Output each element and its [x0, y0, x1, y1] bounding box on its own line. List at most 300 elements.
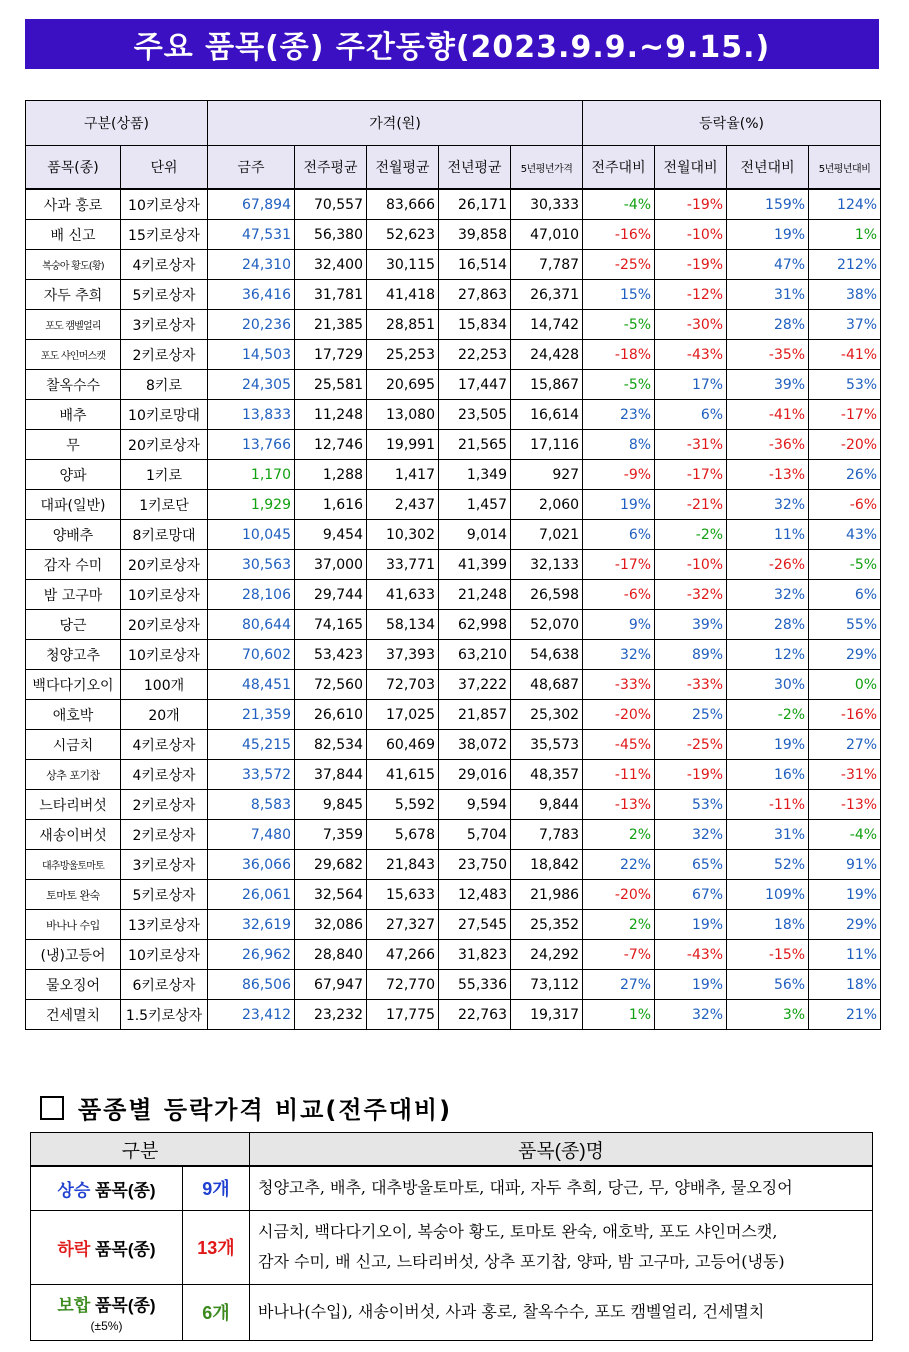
change-cell: -36%	[727, 430, 809, 460]
change-cell: 39%	[727, 370, 809, 400]
change-cell: 65%	[655, 850, 727, 880]
price-cell: 19,991	[367, 430, 439, 460]
change-cell: 159%	[727, 189, 809, 220]
change-cell: 10,045	[208, 520, 295, 550]
item-name: 토마토 완숙	[26, 880, 121, 910]
change-cell: 9%	[583, 610, 655, 640]
col-header: 전주평균	[295, 146, 367, 190]
change-cell: -10%	[655, 550, 727, 580]
item-unit: 20개	[121, 700, 208, 730]
change-cell: 13,766	[208, 430, 295, 460]
change-cell: 11%	[727, 520, 809, 550]
table-row	[26, 790, 881, 820]
change-cell: 36,416	[208, 280, 295, 310]
price-cell: 60,469	[367, 730, 439, 760]
change-cell: 15%	[583, 280, 655, 310]
change-cell: -33%	[583, 670, 655, 700]
item-name: 감자 수미	[26, 550, 121, 580]
change-cell: -11%	[583, 760, 655, 790]
price-cell: 19,317	[511, 1000, 583, 1030]
price-cell: 21,986	[511, 880, 583, 910]
table-row	[26, 700, 881, 730]
change-cell: 20,236	[208, 310, 295, 340]
change-cell: -11%	[727, 790, 809, 820]
price-cell: 32,133	[511, 550, 583, 580]
change-cell: -4%	[583, 189, 655, 220]
item-unit: 3키로상자	[121, 310, 208, 340]
price-cell: 29,744	[295, 580, 367, 610]
item-unit: 5키로상자	[121, 280, 208, 310]
item-unit: 10키로상자	[121, 940, 208, 970]
item-unit: 8키로망대	[121, 520, 208, 550]
price-cell: 22,253	[439, 340, 511, 370]
price-cell: 54,638	[511, 640, 583, 670]
table-row	[26, 310, 881, 340]
item-name: 배 신고	[26, 220, 121, 250]
col-header: 5년평년가격	[511, 146, 583, 190]
item-name: 상추 포기찹	[26, 760, 121, 790]
change-cell: -7%	[583, 940, 655, 970]
col-header: 품목(종)	[26, 146, 121, 190]
change-cell: 23,412	[208, 1000, 295, 1030]
table-row	[26, 550, 881, 580]
change-cell: -20%	[809, 430, 881, 460]
cmp-label: 상승 품목(종)	[31, 1166, 183, 1210]
change-cell: 27%	[809, 730, 881, 760]
col-header: 전월대비	[655, 146, 727, 190]
cmp-header-items: 품목(종)명	[250, 1133, 873, 1167]
price-cell: 9,594	[439, 790, 511, 820]
price-cell: 13,080	[367, 400, 439, 430]
price-cell: 17,025	[367, 700, 439, 730]
table-row	[26, 610, 881, 640]
table-row	[26, 189, 881, 220]
price-cell: 2,437	[367, 490, 439, 520]
price-cell: 5,704	[439, 820, 511, 850]
price-cell: 27,545	[439, 910, 511, 940]
table-row	[26, 460, 881, 490]
price-cell: 23,750	[439, 850, 511, 880]
change-cell: 67,894	[208, 189, 295, 220]
price-cell: 38,072	[439, 730, 511, 760]
item-name: 자두 추희	[26, 280, 121, 310]
col-header: 5년평년대비	[809, 146, 881, 190]
item-unit: 1.5키로상자	[121, 1000, 208, 1030]
change-cell: 55%	[809, 610, 881, 640]
item-name: 바나나 수입	[26, 910, 121, 940]
price-cell: 7,021	[511, 520, 583, 550]
price-cell: 5,592	[367, 790, 439, 820]
item-unit: 2키로상자	[121, 340, 208, 370]
item-unit: 15키로상자	[121, 220, 208, 250]
item-name: 양파	[26, 460, 121, 490]
change-cell: -25%	[583, 250, 655, 280]
change-cell: -31%	[655, 430, 727, 460]
change-cell: -35%	[727, 340, 809, 370]
price-cell: 72,770	[367, 970, 439, 1000]
change-cell: -20%	[583, 880, 655, 910]
change-cell: -16%	[809, 700, 881, 730]
item-name: 청양고추	[26, 640, 121, 670]
item-name: 찰옥수수	[26, 370, 121, 400]
price-cell: 67,947	[295, 970, 367, 1000]
cmp-row-up	[31, 1166, 873, 1210]
change-cell: -41%	[727, 400, 809, 430]
item-name: 대파(일반)	[26, 490, 121, 520]
price-cell: 1,457	[439, 490, 511, 520]
price-cell: 9,014	[439, 520, 511, 550]
change-cell: 52%	[727, 850, 809, 880]
item-unit: 20키로상자	[121, 610, 208, 640]
change-cell: 29%	[809, 910, 881, 940]
change-cell: 212%	[809, 250, 881, 280]
price-cell: 927	[511, 460, 583, 490]
col-header: 금주	[208, 146, 295, 190]
price-cell: 58,134	[367, 610, 439, 640]
item-unit: 10키로상자	[121, 189, 208, 220]
price-cell: 62,998	[439, 610, 511, 640]
price-cell: 41,633	[367, 580, 439, 610]
price-cell: 12,746	[295, 430, 367, 460]
change-cell: -19%	[655, 189, 727, 220]
change-cell: -43%	[655, 940, 727, 970]
cmp-count: 9개	[183, 1166, 250, 1210]
change-cell: 19%	[655, 910, 727, 940]
price-cell: 27,327	[367, 910, 439, 940]
change-cell: -13%	[809, 790, 881, 820]
price-cell: 72,560	[295, 670, 367, 700]
change-cell: -19%	[655, 250, 727, 280]
price-cell: 9,844	[511, 790, 583, 820]
item-unit: 5키로상자	[121, 880, 208, 910]
change-cell: 70,602	[208, 640, 295, 670]
change-cell: -30%	[655, 310, 727, 340]
change-cell: 45,215	[208, 730, 295, 760]
change-cell: 1,929	[208, 490, 295, 520]
change-cell: 19%	[727, 730, 809, 760]
price-cell: 23,232	[295, 1000, 367, 1030]
change-cell: 21%	[809, 1000, 881, 1030]
change-cell: 30%	[727, 670, 809, 700]
table-row	[26, 910, 881, 940]
price-cell: 39,858	[439, 220, 511, 250]
change-cell: 19%	[809, 880, 881, 910]
change-cell: 33,572	[208, 760, 295, 790]
table-row	[26, 760, 881, 790]
change-cell: 30,563	[208, 550, 295, 580]
change-cell: 37%	[809, 310, 881, 340]
change-cell: 12%	[727, 640, 809, 670]
item-unit: 3키로상자	[121, 850, 208, 880]
cmp-items: 시금치, 백다다기오이, 복숭아 황도, 토마토 완숙, 애호박, 포도 샤인머스캣, 감자 수미, 배 신고, 느타리버섯, 상추 포기찹, 양파, 밤 고구마, 고등어(냉동)	[250, 1210, 873, 1284]
price-cell: 5,678	[367, 820, 439, 850]
item-name: 무	[26, 430, 121, 460]
table-row	[26, 970, 881, 1000]
price-cell: 16,514	[439, 250, 511, 280]
table-row	[26, 1000, 881, 1030]
cmp-row-down	[31, 1210, 873, 1284]
item-name: 양배추	[26, 520, 121, 550]
cmp-items: 바나나(수입), 새송이버섯, 사과 홍로, 찰옥수수, 포도 캠벨얼리, 건세멸치	[250, 1284, 873, 1340]
price-cell: 73,112	[511, 970, 583, 1000]
item-unit: 1키로	[121, 460, 208, 490]
price-cell: 70,557	[295, 189, 367, 220]
change-cell: 22%	[583, 850, 655, 880]
item-name: 느타리버섯	[26, 790, 121, 820]
change-cell: -41%	[809, 340, 881, 370]
change-cell: 7,480	[208, 820, 295, 850]
table-row	[26, 370, 881, 400]
change-cell: 53%	[655, 790, 727, 820]
change-cell: 14,503	[208, 340, 295, 370]
item-unit: 2키로상자	[121, 790, 208, 820]
price-cell: 14,742	[511, 310, 583, 340]
price-cell: 32,086	[295, 910, 367, 940]
item-name: 물오징어	[26, 970, 121, 1000]
table-row	[26, 640, 881, 670]
price-cell: 30,333	[511, 189, 583, 220]
table-row	[26, 940, 881, 970]
change-cell: 26,962	[208, 940, 295, 970]
price-cell: 35,573	[511, 730, 583, 760]
change-cell: 53%	[809, 370, 881, 400]
price-cell: 48,687	[511, 670, 583, 700]
change-cell: -43%	[655, 340, 727, 370]
price-cell: 30,115	[367, 250, 439, 280]
col-header: 단위	[121, 146, 208, 190]
item-name: 애호박	[26, 700, 121, 730]
price-cell: 23,505	[439, 400, 511, 430]
change-cell: 32%	[655, 1000, 727, 1030]
change-cell: 2%	[583, 910, 655, 940]
item-name: 백다다기오이	[26, 670, 121, 700]
change-cell: -33%	[655, 670, 727, 700]
price-cell: 31,781	[295, 280, 367, 310]
change-cell: 28,106	[208, 580, 295, 610]
price-cell: 25,302	[511, 700, 583, 730]
price-cell: 16,614	[511, 400, 583, 430]
price-cell: 15,867	[511, 370, 583, 400]
item-unit: 8키로	[121, 370, 208, 400]
price-cell: 20,695	[367, 370, 439, 400]
price-cell: 29,682	[295, 850, 367, 880]
cmp-label: 보합 품목(종) (±5%)	[31, 1284, 183, 1340]
change-cell: -10%	[655, 220, 727, 250]
price-cell: 83,666	[367, 189, 439, 220]
price-cell: 26,171	[439, 189, 511, 220]
change-cell: 32%	[727, 580, 809, 610]
item-name: 포도 캠벨얼리	[26, 310, 121, 340]
change-cell: -5%	[809, 550, 881, 580]
price-cell: 22,763	[439, 1000, 511, 1030]
checkbox-icon	[40, 1096, 64, 1120]
table-row	[26, 820, 881, 850]
price-cell: 15,633	[367, 880, 439, 910]
cmp-row-flat	[31, 1284, 873, 1340]
item-unit: 4키로상자	[121, 250, 208, 280]
change-cell: -4%	[809, 820, 881, 850]
change-cell: 32%	[583, 640, 655, 670]
price-cell: 56,380	[295, 220, 367, 250]
price-cell: 27,863	[439, 280, 511, 310]
change-cell: 8%	[583, 430, 655, 460]
item-name: (냉)고등어	[26, 940, 121, 970]
change-cell: 89%	[655, 640, 727, 670]
change-cell: 1,170	[208, 460, 295, 490]
change-cell: -13%	[583, 790, 655, 820]
price-cell: 37,000	[295, 550, 367, 580]
price-cell: 21,385	[295, 310, 367, 340]
item-name: 사과 홍로	[26, 189, 121, 220]
change-cell: 3%	[727, 1000, 809, 1030]
price-cell: 17,775	[367, 1000, 439, 1030]
change-cell: -32%	[655, 580, 727, 610]
change-cell: -17%	[583, 550, 655, 580]
table-row	[26, 670, 881, 700]
price-cell: 47,266	[367, 940, 439, 970]
price-table-body	[26, 189, 881, 1030]
change-cell: -26%	[727, 550, 809, 580]
table-row	[26, 280, 881, 310]
change-cell: 28%	[727, 610, 809, 640]
item-name: 포도 샤인머스캣	[26, 340, 121, 370]
comparison-title-text: 품종별 등락가격 비교(전주대비)	[78, 1096, 453, 1124]
change-cell: 124%	[809, 189, 881, 220]
col-header: 전월평균	[367, 146, 439, 190]
price-cell: 72,703	[367, 670, 439, 700]
price-cell: 52,070	[511, 610, 583, 640]
price-cell: 29,016	[439, 760, 511, 790]
change-cell: 23%	[583, 400, 655, 430]
price-cell: 37,222	[439, 670, 511, 700]
cmp-count: 13개	[183, 1210, 250, 1284]
price-cell: 21,857	[439, 700, 511, 730]
change-cell: 39%	[655, 610, 727, 640]
cmp-header-category: 구분	[31, 1133, 250, 1167]
price-cell: 24,428	[511, 340, 583, 370]
change-cell: 32%	[727, 490, 809, 520]
change-cell: 32,619	[208, 910, 295, 940]
price-cell: 11,248	[295, 400, 367, 430]
item-name: 배추	[26, 400, 121, 430]
change-cell: 47%	[727, 250, 809, 280]
change-cell: 19%	[583, 490, 655, 520]
change-cell: -9%	[583, 460, 655, 490]
table-row	[26, 580, 881, 610]
price-cell: 24,292	[511, 940, 583, 970]
change-cell: 86,506	[208, 970, 295, 1000]
price-cell: 37,844	[295, 760, 367, 790]
change-cell: -20%	[583, 700, 655, 730]
table-row	[26, 220, 881, 250]
item-unit: 20키로상자	[121, 430, 208, 460]
item-name: 건세멸치	[26, 1000, 121, 1030]
change-cell: -6%	[583, 580, 655, 610]
header-category: 구분(상품)	[26, 101, 208, 146]
price-cell: 15,834	[439, 310, 511, 340]
price-cell: 9,454	[295, 520, 367, 550]
item-unit: 6키로상자	[121, 970, 208, 1000]
price-cell: 25,253	[367, 340, 439, 370]
change-cell: 80,644	[208, 610, 295, 640]
change-cell: 48,451	[208, 670, 295, 700]
price-table	[25, 100, 881, 1030]
table-row	[26, 520, 881, 550]
change-cell: 18%	[727, 910, 809, 940]
change-cell: 19%	[727, 220, 809, 250]
table-row	[26, 490, 881, 520]
header-change: 등락율(%)	[583, 101, 881, 146]
price-cell: 7,787	[511, 250, 583, 280]
change-cell: 16%	[727, 760, 809, 790]
change-cell: -17%	[655, 460, 727, 490]
table-row	[26, 340, 881, 370]
change-cell: 21,359	[208, 700, 295, 730]
price-cell: 47,010	[511, 220, 583, 250]
change-cell: -5%	[583, 370, 655, 400]
col-header: 전주대비	[583, 146, 655, 190]
table-row	[26, 880, 881, 910]
price-cell: 7,783	[511, 820, 583, 850]
change-cell: 36,066	[208, 850, 295, 880]
item-unit: 20키로상자	[121, 550, 208, 580]
table-row	[26, 250, 881, 280]
item-unit: 10키로상자	[121, 640, 208, 670]
item-name: 복숭아 황도(황)	[26, 250, 121, 280]
price-cell: 33,771	[367, 550, 439, 580]
change-cell: -18%	[583, 340, 655, 370]
change-cell: 19%	[655, 970, 727, 1000]
price-cell: 32,400	[295, 250, 367, 280]
change-cell: 24,310	[208, 250, 295, 280]
change-cell: 26,061	[208, 880, 295, 910]
change-cell: -6%	[809, 490, 881, 520]
price-cell: 52,623	[367, 220, 439, 250]
change-cell: 6%	[809, 580, 881, 610]
item-name: 당근	[26, 610, 121, 640]
table-row	[26, 730, 881, 760]
price-cell: 53,423	[295, 640, 367, 670]
change-cell: 6%	[583, 520, 655, 550]
item-unit: 2키로상자	[121, 820, 208, 850]
change-cell: -31%	[809, 760, 881, 790]
price-cell: 17,447	[439, 370, 511, 400]
cmp-label: 하락 품목(종)	[31, 1210, 183, 1284]
price-cell: 17,729	[295, 340, 367, 370]
change-cell: -17%	[809, 400, 881, 430]
change-cell: 2%	[583, 820, 655, 850]
cmp-count: 6개	[183, 1284, 250, 1340]
header-price: 가격(원)	[208, 101, 583, 146]
change-cell: -12%	[655, 280, 727, 310]
cmp-items: 청양고추, 배추, 대추방울토마토, 대파, 자두 추희, 당근, 무, 양배추, 물오징어	[250, 1166, 873, 1210]
price-cell: 21,565	[439, 430, 511, 460]
comparison-section-title	[40, 1090, 452, 1125]
change-cell: 18%	[809, 970, 881, 1000]
item-name: 밤 고구마	[26, 580, 121, 610]
change-cell: 17%	[655, 370, 727, 400]
price-cell: 18,842	[511, 850, 583, 880]
price-cell: 25,352	[511, 910, 583, 940]
change-cell: -16%	[583, 220, 655, 250]
change-cell: 26%	[809, 460, 881, 490]
item-name: 새송이버섯	[26, 820, 121, 850]
price-cell: 41,418	[367, 280, 439, 310]
price-cell: 26,371	[511, 280, 583, 310]
table-row	[26, 850, 881, 880]
price-cell: 63,210	[439, 640, 511, 670]
price-cell: 9,845	[295, 790, 367, 820]
